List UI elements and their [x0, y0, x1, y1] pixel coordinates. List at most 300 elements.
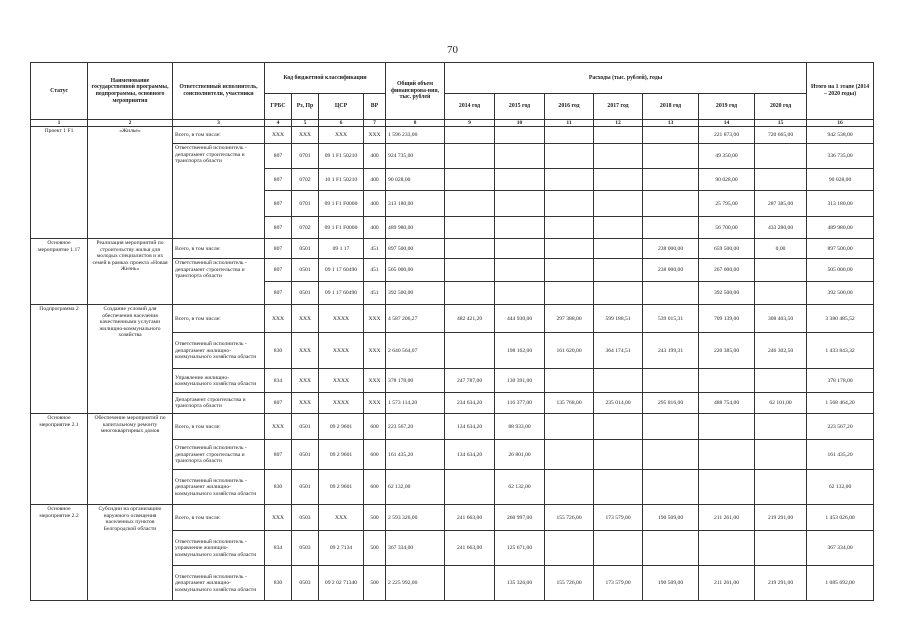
- y2019-cell: 90 028,00: [699, 169, 755, 191]
- vr-cell: 451: [364, 282, 386, 305]
- responsible-cell: Всего, в том числе:: [173, 239, 265, 259]
- y2014-cell: [445, 333, 495, 369]
- y2018-cell: [643, 169, 699, 191]
- grbs-cell: 807: [265, 259, 292, 282]
- y2018-cell: 295 816,00: [643, 393, 699, 414]
- y2019-cell: 220 385,00: [699, 333, 755, 369]
- status-cell: Основное мероприятие 2.1: [31, 414, 88, 505]
- header-budget-code: Код бюджетной классификации: [265, 63, 386, 94]
- total-cell: 489 980,00: [386, 217, 445, 239]
- y2014-cell: [445, 191, 495, 217]
- y2014-cell: [445, 566, 495, 601]
- y2017-cell: 173 579,00: [594, 566, 643, 601]
- table-row: [31, 414, 874, 440]
- total-cell: 62 132,00: [386, 470, 445, 505]
- y2015-cell: [495, 282, 545, 305]
- stage-total-cell: 1 085 692,00: [807, 566, 874, 601]
- rzpr-cell: XXX: [292, 333, 319, 369]
- header-2017: 2017 год: [594, 94, 643, 120]
- vr-cell: 500: [364, 505, 386, 531]
- responsible-cell: Ответственный исполнитель - департамент жилищно-коммунального хозяйства области: [173, 566, 265, 601]
- y2015-cell: [495, 217, 545, 239]
- y2018-cell: 243 199,31: [643, 333, 699, 369]
- y2019-cell: 211 261,00: [699, 505, 755, 531]
- y2016-cell: [545, 169, 594, 191]
- responsible-cell: Ответственный исполнитель - департамент строительства и транспорта области: [173, 144, 265, 239]
- y2015-cell: 260 997,00: [495, 505, 545, 531]
- grbs-cell: 830: [265, 333, 292, 369]
- stage-total-cell: 90 028,00: [807, 169, 874, 191]
- vr-cell: 400: [364, 191, 386, 217]
- vr-cell: 600: [364, 440, 386, 470]
- stage-total-cell: 62 132,00: [807, 470, 874, 505]
- grbs-cell: 807: [265, 282, 292, 305]
- responsible-cell: Ответственный исполнитель - департамент жилищно-коммунального хозяйства области: [173, 470, 265, 505]
- y2016-cell: [545, 440, 594, 470]
- y2014-cell: 134 634,20: [445, 440, 495, 470]
- stage-total-cell: 3 380 485,52: [807, 305, 874, 333]
- grbs-cell: 807: [265, 144, 292, 169]
- rzpr-cell: XXX: [292, 127, 319, 144]
- column-number: 7: [364, 120, 386, 127]
- responsible-cell: Всего, в том числе:: [173, 505, 265, 531]
- y2015-cell: 116 377,00: [495, 393, 545, 414]
- total-cell: 2 640 564,07: [386, 333, 445, 369]
- header-2019: 2019 год: [699, 94, 755, 120]
- y2016-cell: [545, 470, 594, 505]
- y2018-cell: [643, 369, 699, 393]
- name-cell: Субсидии на организацию наружного освещения населенных пунктов Белгородской области: [88, 505, 173, 601]
- column-number: 16: [807, 120, 874, 127]
- y2016-cell: [545, 259, 594, 282]
- vr-cell: XXX: [364, 127, 386, 144]
- y2015-cell: [495, 259, 545, 282]
- y2019-cell: 211 261,00: [699, 566, 755, 601]
- csr-cell: 09 2 7134: [319, 531, 364, 566]
- y2018-cell: 238 000,00: [643, 239, 699, 259]
- y2018-cell: 539 015,31: [643, 305, 699, 333]
- total-cell: 90 028,00: [386, 169, 445, 191]
- y2020-cell: 219 291,00: [755, 566, 807, 601]
- rzpr-cell: 0701: [292, 191, 319, 217]
- y2020-cell: 62 101,00: [755, 393, 807, 414]
- stage-total-cell: 489 980,00: [807, 217, 874, 239]
- grbs-cell: 830: [265, 566, 292, 601]
- csr-cell: XXXX: [319, 305, 364, 333]
- column-number: 6: [319, 120, 364, 127]
- header-grbs: ГРБС: [265, 94, 292, 120]
- y2015-cell: [495, 127, 545, 144]
- y2020-cell: [755, 259, 807, 282]
- name-cell: Реализация мероприятий по строительству жилья для молодых специалистов и их семей в рамках проекта «Новая Жизнь»: [88, 239, 173, 305]
- y2014-cell: [445, 144, 495, 169]
- rzpr-cell: 0701: [292, 144, 319, 169]
- rzpr-cell: 0702: [292, 169, 319, 191]
- stage-total-cell: 1 568 464,20: [807, 393, 874, 414]
- page-number: 70: [447, 44, 458, 56]
- header-2014: 2014 год: [445, 94, 495, 120]
- csr-cell: 09 2 9601: [319, 440, 364, 470]
- responsible-cell: Департамент строительства и транспорта области: [173, 393, 265, 414]
- y2014-cell: [445, 239, 495, 259]
- name-cell: Создание условий для обеспечения населения качественными услугами жилищно-коммунального хозяйства: [88, 305, 173, 414]
- y2019-cell: 659 500,00: [699, 239, 755, 259]
- column-number: 15: [755, 120, 807, 127]
- csr-cell: XXX: [319, 127, 364, 144]
- csr-cell: 09 2 9601: [319, 470, 364, 505]
- y2014-cell: [445, 259, 495, 282]
- y2017-cell: [594, 531, 643, 566]
- csr-cell: 09 1 17 60490: [319, 282, 364, 305]
- table-row: [31, 505, 874, 531]
- y2018-cell: [643, 191, 699, 217]
- y2017-cell: [594, 127, 643, 144]
- y2017-cell: [594, 191, 643, 217]
- y2015-cell: 125 671,00: [495, 531, 545, 566]
- y2016-cell: [545, 369, 594, 393]
- csr-cell: 09 2 02 71340: [319, 566, 364, 601]
- y2015-cell: 135 326,00: [495, 566, 545, 601]
- rzpr-cell: 0503: [292, 566, 319, 601]
- vr-cell: XXX: [364, 305, 386, 333]
- y2017-cell: [594, 239, 643, 259]
- rzpr-cell: 0501: [292, 470, 319, 505]
- y2020-cell: [755, 531, 807, 566]
- csr-cell: XXXX: [319, 393, 364, 414]
- stage-total-cell: 223 567,20: [807, 414, 874, 440]
- table-row: [31, 127, 874, 144]
- grbs-cell: 807: [265, 440, 292, 470]
- y2019-cell: 488 754,00: [699, 393, 755, 414]
- y2015-cell: 444 930,00: [495, 305, 545, 333]
- vr-cell: 451: [364, 259, 386, 282]
- budget-table: [30, 62, 874, 601]
- y2020-cell: [755, 470, 807, 505]
- y2020-cell: [755, 282, 807, 305]
- grbs-cell: XXX: [265, 127, 292, 144]
- total-cell: 2 225 992,00: [386, 566, 445, 601]
- y2019-cell: 49 350,00: [699, 144, 755, 169]
- header-2018: 2018 год: [643, 94, 699, 120]
- column-number-row: [31, 120, 874, 127]
- grbs-cell: 807: [265, 191, 292, 217]
- y2016-cell: 135 768,00: [545, 393, 594, 414]
- total-cell: 4 587 206,27: [386, 305, 445, 333]
- csr-cell: 09 1 F1 50210: [319, 144, 364, 169]
- vr-cell: 600: [364, 414, 386, 440]
- y2014-cell: [445, 217, 495, 239]
- table-row: [31, 305, 874, 333]
- y2019-cell: 221 873,00: [699, 127, 755, 144]
- y2015-cell: 88 933,00: [495, 414, 545, 440]
- rzpr-cell: 0501: [292, 239, 319, 259]
- responsible-cell: Ответственный исполнитель - департамент жилищно-коммунального хозяйства области: [173, 333, 265, 369]
- y2019-cell: [699, 369, 755, 393]
- total-cell: 378 178,00: [386, 369, 445, 393]
- column-number: 3: [173, 120, 265, 127]
- y2019-cell: 25 795,00: [699, 191, 755, 217]
- vr-cell: 451: [364, 239, 386, 259]
- stage-total-cell: 1 453 026,00: [807, 505, 874, 531]
- y2014-cell: 247 787,00: [445, 369, 495, 393]
- y2017-cell: 599 188,51: [594, 305, 643, 333]
- csr-cell: 09 2 9601: [319, 414, 364, 440]
- y2020-cell: [755, 440, 807, 470]
- rzpr-cell: 0501: [292, 440, 319, 470]
- name-cell: «Жилье»: [88, 127, 173, 239]
- y2016-cell: [545, 144, 594, 169]
- y2016-cell: [545, 191, 594, 217]
- y2014-cell: 134 634,20: [445, 414, 495, 440]
- y2014-cell: [445, 470, 495, 505]
- stage-total-cell: 378 178,00: [807, 369, 874, 393]
- grbs-cell: 807: [265, 217, 292, 239]
- y2016-cell: 297 388,00: [545, 305, 594, 333]
- total-cell: 313 180,00: [386, 191, 445, 217]
- column-number: 2: [88, 120, 173, 127]
- total-cell: 2 593 326,00: [386, 505, 445, 531]
- stage-total-cell: 313 180,00: [807, 191, 874, 217]
- responsible-cell: Всего, в том числе:: [173, 305, 265, 333]
- y2014-cell: [445, 169, 495, 191]
- grbs-cell: 830: [265, 470, 292, 505]
- y2017-cell: [594, 217, 643, 239]
- y2015-cell: [495, 191, 545, 217]
- total-cell: 1 573 114,20: [386, 393, 445, 414]
- header-total-financing: Общий объем финансирова-ния, тыс. рублей: [386, 63, 445, 120]
- y2016-cell: [545, 531, 594, 566]
- y2017-cell: [594, 259, 643, 282]
- y2020-cell: 308 403,50: [755, 305, 807, 333]
- y2015-cell: 130 391,00: [495, 369, 545, 393]
- y2020-cell: 287 385,00: [755, 191, 807, 217]
- status-cell: Основное мероприятие 1.17: [31, 239, 88, 305]
- header-2015: 2015 год: [495, 94, 545, 120]
- y2014-cell: [445, 282, 495, 305]
- y2019-cell: [699, 440, 755, 470]
- y2015-cell: 62 132,00: [495, 470, 545, 505]
- grbs-cell: 834: [265, 369, 292, 393]
- y2016-cell: 155 726,00: [545, 566, 594, 601]
- grbs-cell: XXX: [265, 414, 292, 440]
- grbs-cell: XXX: [265, 305, 292, 333]
- y2017-cell: [594, 470, 643, 505]
- y2020-cell: 246 302,50: [755, 333, 807, 369]
- stage-total-cell: 392 500,00: [807, 282, 874, 305]
- column-number: 5: [292, 120, 319, 127]
- y2019-cell: [699, 414, 755, 440]
- y2019-cell: [699, 531, 755, 566]
- vr-cell: XXX: [364, 333, 386, 369]
- total-cell: 897 500,00: [386, 239, 445, 259]
- y2014-cell: [445, 127, 495, 144]
- y2019-cell: [699, 470, 755, 505]
- y2020-cell: 219 291,00: [755, 505, 807, 531]
- y2020-cell: 720 665,00: [755, 127, 807, 144]
- responsible-cell: Управление жилищно-коммунального хозяйства области: [173, 369, 265, 393]
- rzpr-cell: XXX: [292, 393, 319, 414]
- y2020-cell: [755, 414, 807, 440]
- vr-cell: 400: [364, 217, 386, 239]
- header-vr: ВР: [364, 94, 386, 120]
- stage-total-cell: 161 435,20: [807, 440, 874, 470]
- y2015-cell: 26 801,00: [495, 440, 545, 470]
- stage-total-cell: 367 334,00: [807, 531, 874, 566]
- header-expenses: Расходы (тыс. рублей), годы: [445, 63, 807, 94]
- column-number: 1: [31, 120, 88, 127]
- grbs-cell: 807: [265, 169, 292, 191]
- total-cell: 367 334,00: [386, 531, 445, 566]
- y2018-cell: [643, 440, 699, 470]
- y2014-cell: 241 663,00: [445, 531, 495, 566]
- y2017-cell: [594, 282, 643, 305]
- rzpr-cell: 0501: [292, 282, 319, 305]
- header-2016: 2016 год: [545, 94, 594, 120]
- table-body: [31, 127, 874, 601]
- total-cell: 392 500,00: [386, 282, 445, 305]
- responsible-cell: Ответственный исполнитель - департамент строительства и транспорта области: [173, 440, 265, 470]
- csr-cell: 09 1 F1 F0000: [319, 191, 364, 217]
- stage-total-cell: 897 500,00: [807, 239, 874, 259]
- responsible-cell: Всего, в том числе:: [173, 414, 265, 440]
- stage-total-cell: 336 735,00: [807, 144, 874, 169]
- y2018-cell: 238 000,00: [643, 259, 699, 282]
- rzpr-cell: XXX: [292, 369, 319, 393]
- y2018-cell: [643, 144, 699, 169]
- column-number: 4: [265, 120, 292, 127]
- y2016-cell: 155 726,00: [545, 505, 594, 531]
- header-status: Статус: [31, 63, 88, 120]
- grbs-cell: 834: [265, 531, 292, 566]
- csr-cell: XXXX: [319, 369, 364, 393]
- grbs-cell: 807: [265, 239, 292, 259]
- column-number: 9: [445, 120, 495, 127]
- y2018-cell: [643, 531, 699, 566]
- total-cell: 161 435,20: [386, 440, 445, 470]
- y2017-cell: [594, 169, 643, 191]
- y2019-cell: 56 700,00: [699, 217, 755, 239]
- stage-total-cell: 505 000,00: [807, 259, 874, 282]
- rzpr-cell: XXX: [292, 305, 319, 333]
- header-name: Наименование государственной программы, подпрограммы, основного мероприятия: [88, 63, 173, 120]
- responsible-cell: Ответственный исполнитель - управление жилищно-коммунального хозяйства области: [173, 531, 265, 566]
- vr-cell: 600: [364, 470, 386, 505]
- table-row: [31, 239, 874, 259]
- y2020-cell: [755, 169, 807, 191]
- rzpr-cell: 0503: [292, 531, 319, 566]
- column-number: 12: [594, 120, 643, 127]
- y2020-cell: 433 280,00: [755, 217, 807, 239]
- vr-cell: 500: [364, 566, 386, 601]
- column-number: 13: [643, 120, 699, 127]
- y2018-cell: [643, 470, 699, 505]
- y2020-cell: 0,00: [755, 239, 807, 259]
- stage-total-cell: 942 538,00: [807, 127, 874, 144]
- y2018-cell: [643, 282, 699, 305]
- header-rzpr: Рз, Пр: [292, 94, 319, 120]
- grbs-cell: XXX: [265, 505, 292, 531]
- y2019-cell: 392 500,00: [699, 282, 755, 305]
- column-number: 10: [495, 120, 545, 127]
- y2014-cell: 234 634,20: [445, 393, 495, 414]
- y2017-cell: [594, 369, 643, 393]
- csr-cell: XXX: [319, 505, 364, 531]
- csr-cell: 09 1 F1 F0000: [319, 217, 364, 239]
- column-number: 14: [699, 120, 755, 127]
- total-cell: 505 000,00: [386, 259, 445, 282]
- status-cell: Основное мероприятие 2.2: [31, 505, 88, 601]
- rzpr-cell: 0702: [292, 217, 319, 239]
- y2016-cell: [545, 414, 594, 440]
- rzpr-cell: 0503: [292, 505, 319, 531]
- status-cell: Подпрограмма 2: [31, 305, 88, 414]
- y2015-cell: [495, 144, 545, 169]
- header-csr: ЦСР: [319, 94, 364, 120]
- y2015-cell: [495, 239, 545, 259]
- rzpr-cell: 0501: [292, 259, 319, 282]
- y2018-cell: 190 509,00: [643, 566, 699, 601]
- y2020-cell: [755, 369, 807, 393]
- total-cell: 223 567,20: [386, 414, 445, 440]
- column-number: 11: [545, 120, 594, 127]
- csr-cell: 09 1 17: [319, 239, 364, 259]
- status-cell: Проект 1 F1: [31, 127, 88, 239]
- csr-cell: 10 1 F1 50210: [319, 169, 364, 191]
- y2015-cell: 198 162,00: [495, 333, 545, 369]
- vr-cell: 400: [364, 144, 386, 169]
- header-stage-total: Итого на 1 этапе (2014 – 2020 годы): [807, 63, 874, 120]
- grbs-cell: 807: [265, 393, 292, 414]
- y2014-cell: 241 663,00: [445, 505, 495, 531]
- y2018-cell: [643, 414, 699, 440]
- y2018-cell: 190 509,00: [643, 505, 699, 531]
- y2019-cell: 709 139,00: [699, 305, 755, 333]
- y2015-cell: [495, 169, 545, 191]
- vr-cell: XXX: [364, 369, 386, 393]
- y2014-cell: 482 421,20: [445, 305, 495, 333]
- total-cell: 1 596 233,00: [386, 127, 445, 144]
- y2017-cell: 364 174,51: [594, 333, 643, 369]
- responsible-cell: Ответственный исполнитель - департамент строительства и транспорта области: [173, 259, 265, 305]
- csr-cell: 09 1 17 60490: [319, 259, 364, 282]
- y2017-cell: 173 579,00: [594, 505, 643, 531]
- y2016-cell: [545, 239, 594, 259]
- y2017-cell: 235 014,00: [594, 393, 643, 414]
- vr-cell: XXX: [364, 393, 386, 414]
- y2017-cell: [594, 440, 643, 470]
- stage-total-cell: 1 433 843,32: [807, 333, 874, 369]
- y2016-cell: [545, 127, 594, 144]
- y2017-cell: [594, 144, 643, 169]
- y2016-cell: [545, 282, 594, 305]
- name-cell: Обеспечение мероприятий по капитальному ремонту многоквартирных домов: [88, 414, 173, 505]
- vr-cell: 400: [364, 169, 386, 191]
- header-responsible: Ответственный исполнитель, соисполнители, участники: [173, 63, 265, 120]
- total-cell: 924 735,00: [386, 144, 445, 169]
- y2018-cell: [643, 127, 699, 144]
- y2020-cell: [755, 144, 807, 169]
- vr-cell: 500: [364, 531, 386, 566]
- y2018-cell: [643, 217, 699, 239]
- rzpr-cell: 0501: [292, 414, 319, 440]
- csr-cell: XXXX: [319, 333, 364, 369]
- header-2020: 2020 год: [755, 94, 807, 120]
- y2017-cell: [594, 414, 643, 440]
- y2019-cell: 267 000,00: [699, 259, 755, 282]
- y2016-cell: 161 620,00: [545, 333, 594, 369]
- y2016-cell: [545, 217, 594, 239]
- column-number: 8: [386, 120, 445, 127]
